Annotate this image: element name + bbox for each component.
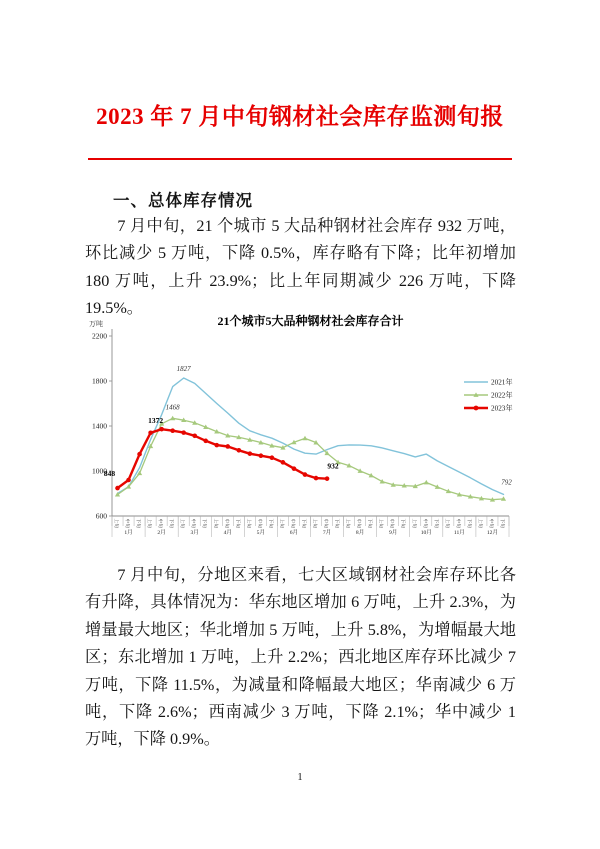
svg-text:上旬: 上旬 — [476, 518, 482, 529]
svg-text:下旬: 下旬 — [267, 518, 273, 529]
svg-text:上旬: 上旬 — [245, 518, 251, 529]
svg-text:1468: 1468 — [165, 403, 180, 412]
svg-text:下旬: 下旬 — [234, 518, 240, 529]
svg-text:上旬: 上旬 — [410, 518, 416, 529]
svg-text:1372: 1372 — [148, 416, 164, 426]
svg-text:21个城市5大品种钢材社会库存合计: 21个城市5大品种钢材社会库存合计 — [217, 314, 404, 328]
svg-text:1827: 1827 — [176, 364, 191, 373]
svg-text:下旬: 下旬 — [300, 518, 306, 529]
svg-text:上旬: 上旬 — [278, 518, 284, 529]
svg-text:下旬: 下旬 — [432, 518, 438, 529]
svg-text:下旬: 下旬 — [168, 518, 174, 529]
paragraph-regional-breakdown: 7 月中旬，分地区来看，七大区域钢材社会库存环比各有升降，具体情况为：华东地区增加 6 万吨，上升 2.3%，为增量最大地区；华北增加 5 万吨，上升 5.8%，为增幅最大地区；东北增加 1 万吨，上升 2.2%；西北地区库存环比减少 7 万吨，下降 11.5%，为减量和降幅最大地区；华南减少 6 万吨，下降 2.6%；西南减少 3 万吨，下降 2.1%；华中减少 1 万吨，下降 0.9%。 — [85, 566, 516, 749]
svg-text:中旬: 中旬 — [223, 518, 229, 529]
svg-text:下旬: 下旬 — [135, 518, 141, 529]
svg-text:4月: 4月 — [223, 530, 232, 536]
svg-text:万吨: 万吨 — [89, 320, 103, 328]
svg-text:上旬: 上旬 — [443, 518, 449, 529]
paragraph-overall-inventory: 7 月中旬，21 个城市 5 大品种钢材社会库存 932 万吨，环比减少 5 万吨，下降 0.5%，库存略有下降；比年初增加 180 万吨，上升 23.9%；比上年同期减少 226 万吨，下降 19.5%。 — [85, 217, 516, 318]
svg-text:下旬: 下旬 — [399, 518, 405, 529]
svg-text:下旬: 下旬 — [201, 518, 207, 529]
svg-text:下旬: 下旬 — [498, 518, 504, 529]
page-number: 1 — [297, 772, 303, 783]
svg-text:932: 932 — [327, 461, 339, 471]
document-title: 2023 年 7 月中旬钢材社会库存监测旬报 — [96, 104, 504, 129]
svg-text:中旬: 中旬 — [388, 518, 394, 529]
svg-text:中旬: 中旬 — [421, 518, 427, 529]
svg-text:上旬: 上旬 — [179, 518, 185, 529]
svg-text:下旬: 下旬 — [366, 518, 372, 529]
svg-text:12月: 12月 — [486, 530, 499, 536]
section-heading: 一、总体库存情况 — [113, 191, 253, 210]
svg-text:上旬: 上旬 — [146, 518, 152, 529]
svg-text:中旬: 中旬 — [289, 518, 295, 529]
inventory-line-chart-svg — [84, 310, 542, 560]
svg-text:2200: 2200 — [92, 331, 107, 341]
svg-text:1400: 1400 — [92, 421, 107, 431]
svg-text:中旬: 中旬 — [487, 518, 493, 529]
svg-text:2月: 2月 — [157, 530, 166, 536]
svg-text:7月: 7月 — [322, 530, 332, 536]
inventory-line-chart — [84, 310, 542, 560]
svg-text:848: 848 — [103, 469, 116, 479]
svg-text:上旬: 上旬 — [377, 518, 383, 529]
svg-text:1800: 1800 — [92, 376, 107, 386]
svg-text:上旬: 上旬 — [344, 518, 350, 529]
svg-text:中旬: 中旬 — [190, 518, 196, 529]
svg-text:8月: 8月 — [355, 530, 365, 536]
svg-text:上旬: 上旬 — [212, 518, 218, 529]
svg-text:上旬: 上旬 — [311, 518, 317, 529]
title-underline — [88, 158, 512, 160]
svg-text:6月: 6月 — [289, 530, 299, 536]
svg-text:中旬: 中旬 — [322, 518, 328, 529]
svg-text:792: 792 — [501, 478, 512, 487]
svg-text:600: 600 — [95, 511, 107, 521]
svg-text:中旬: 中旬 — [157, 518, 163, 529]
svg-text:9月: 9月 — [389, 530, 398, 536]
svg-text:中旬: 中旬 — [256, 518, 262, 529]
svg-text:1月: 1月 — [124, 530, 133, 536]
svg-text:11月: 11月 — [453, 530, 465, 536]
svg-text:上旬: 上旬 — [113, 518, 119, 529]
legend-entry: 2021年 — [491, 378, 513, 387]
svg-text:5月: 5月 — [256, 530, 266, 536]
legend-entry: 2022年 — [491, 391, 513, 400]
svg-text:3月: 3月 — [190, 530, 199, 536]
svg-text:中旬: 中旬 — [454, 518, 460, 529]
svg-text:下旬: 下旬 — [333, 518, 339, 529]
svg-text:中旬: 中旬 — [124, 518, 130, 529]
svg-text:1000: 1000 — [92, 466, 107, 476]
svg-text:下旬: 下旬 — [465, 518, 471, 529]
svg-text:中旬: 中旬 — [355, 518, 361, 529]
legend-entry: 2023年 — [491, 404, 513, 413]
svg-text:10月: 10月 — [420, 530, 432, 536]
